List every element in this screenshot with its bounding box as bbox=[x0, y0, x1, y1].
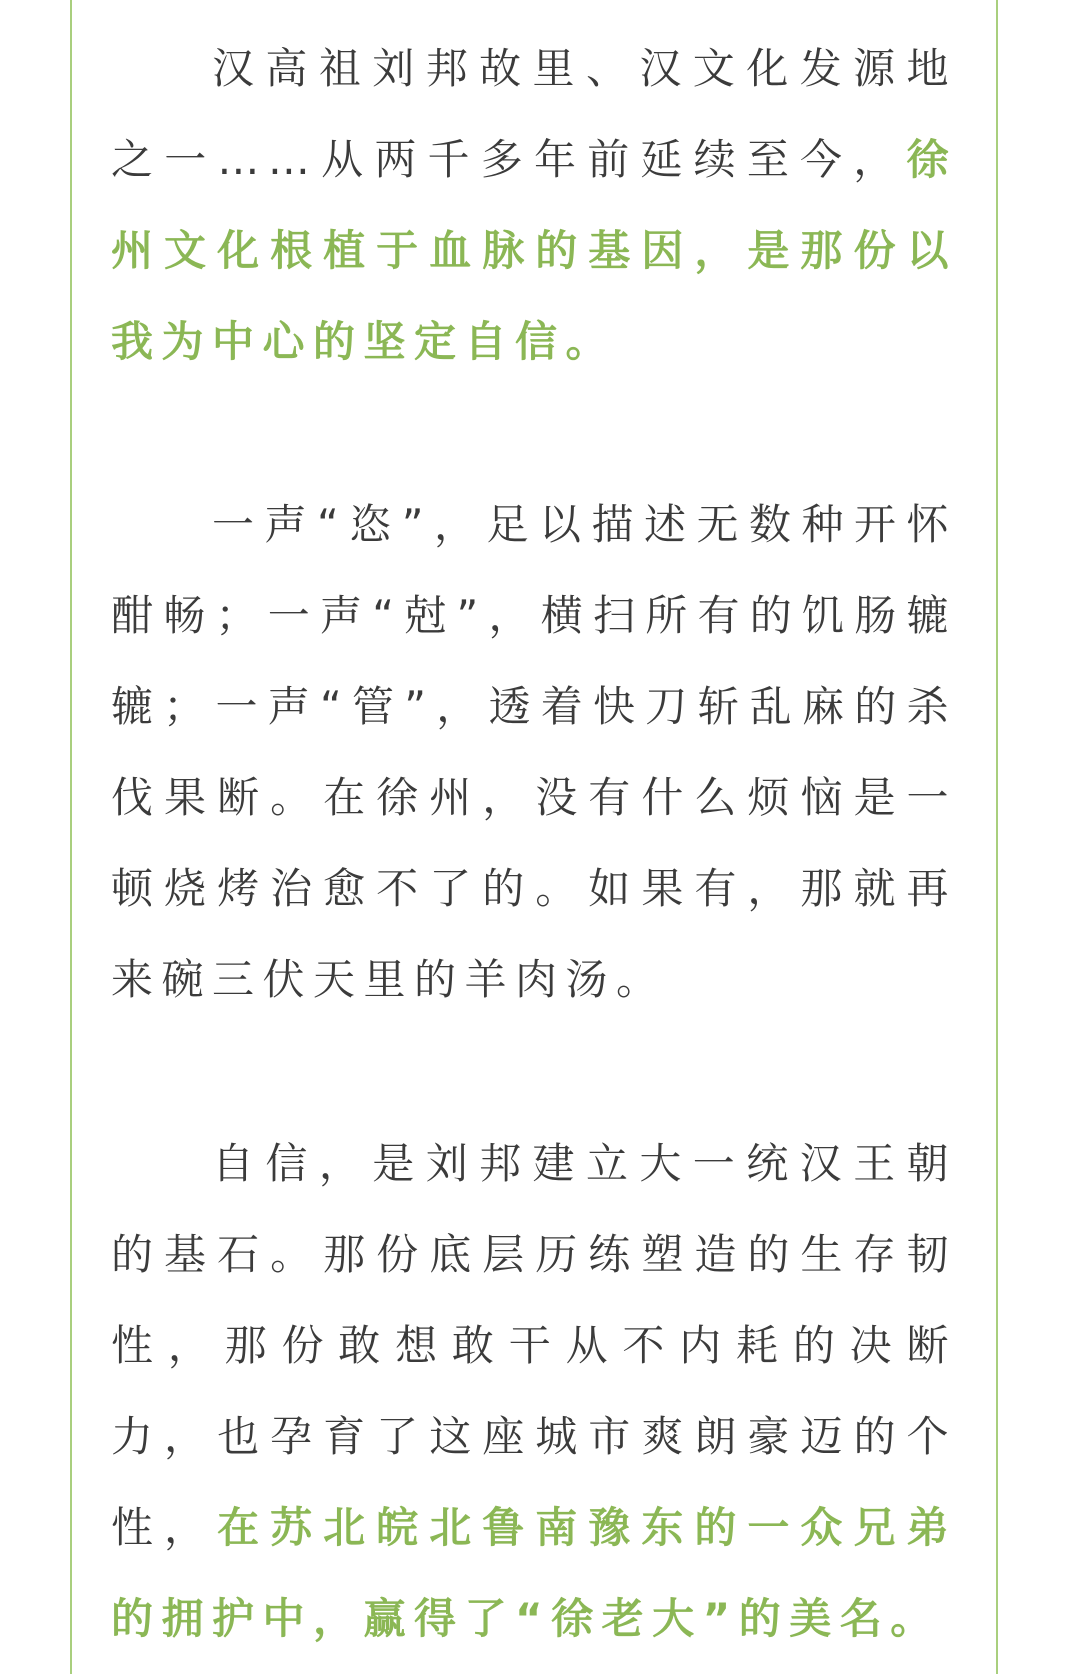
paragraph-3-highlight: 在苏北皖北鲁南豫东的一众兄弟的拥护中，赢得了“徐老大”的美名。 bbox=[111, 1503, 957, 1643]
paragraph-1 bbox=[111, 23, 957, 387]
paragraph-2-text: 一声“恣”，足以描述无数种开怀酣畅；一声“尅”，横扫所有的饥肠辘辘；一声“管”，透着快刀斩乱麻的杀伐果断。在徐州，没有什么烦恼是一顿烧烤治愈不了的。如果有，那就再来碗三伏天里的羊肉汤。 bbox=[111, 500, 957, 1004]
paragraph-3 bbox=[111, 1118, 957, 1664]
paragraph-3-text: 自信，是刘邦建立大一统汉王朝的基石。那份底层历练塑造的生存韧性，那份敢想敢干从不内耗的决断力，也孕育了这座城市爽朗豪迈的个性， bbox=[111, 1139, 957, 1552]
paragraph-2 bbox=[111, 479, 957, 1025]
paragraph-1-text: 汉高祖刘邦故里、汉文化发源地之一……从两千多年前延续至今， bbox=[111, 44, 957, 184]
paragraph-1-highlight: 徐州文化根植于血脉的基因，是那份以我为中心的坚定自信。 bbox=[111, 135, 957, 366]
